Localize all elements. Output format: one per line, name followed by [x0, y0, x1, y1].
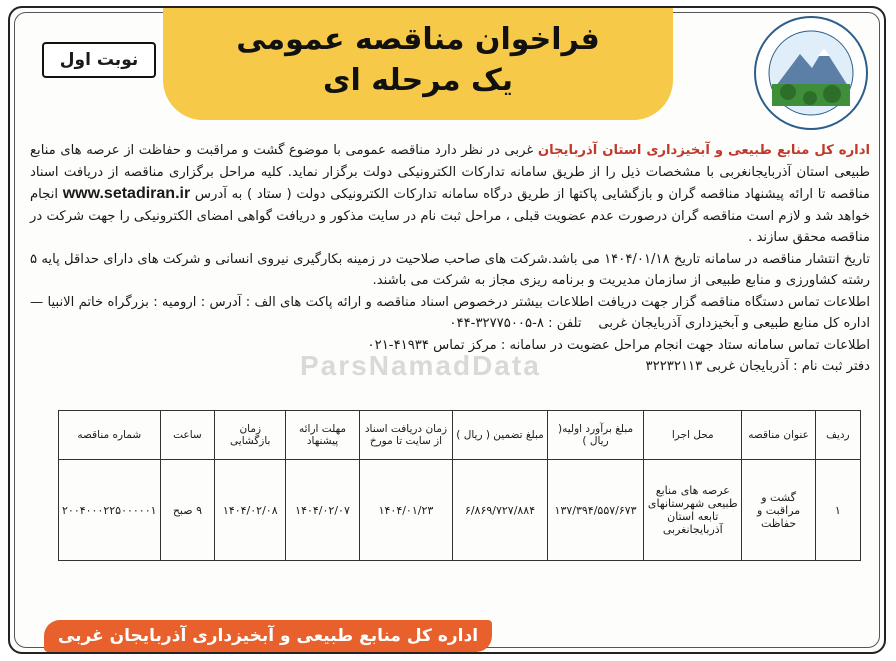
cell-opening-date: ۱۴۰۴/۰۲/۰۸ [215, 460, 286, 561]
watermark-text: ParsNamadData [300, 350, 541, 381]
cell-location: عرصه های منابع طبیعی شهرستانهای تابعه استان آذربایجانغربی [644, 460, 742, 561]
announcement-round-badge: نوبت اول [42, 42, 156, 78]
col-header-time: ساعت [160, 411, 215, 460]
table-header-row [59, 411, 861, 460]
col-header-submission-deadline: مهلت ارائه پیشنهاد [286, 411, 360, 460]
table-row [59, 460, 861, 561]
cell-guarantee-amount: ۶/۸۶۹/۷۲۷/۸۸۴ [453, 460, 548, 561]
paragraph-publish-date: تاریخ انتشار مناقصه در سامانه تاریخ ۱۴۰۴/۰۱/۱۸ می باشد.شرکت های صاحب صلاحیت در زمینه بکارگیری نیروی انسانی و شرکت های دارای حداقل پایه ۵ رشته کشاورزی و منابع طبیعی از سازمان مدیریت و برنامه ریزی مجاز به شرکت می باشند. [30, 251, 870, 288]
intro-text: غربی در نظر دارد مناقصه عمومی با موضوع گشت و مراقبت و حفاظت از عرصه های منابع طبیعی استان آذربایجانغربی با مشخصات ذیل را از طریق سامانه تدارکات الکترونیکی دولت برگزار نماید. کلیه مراحل برگزاری مناقصه از دریافت اسناد مناقصه تا ارائه پیشنهاد مناقصه گران و بازگشایی پاکتها از طریق درگاه سامانه تدارکات الکترونیکی دولت ( ستاد ) به آدرس [30, 143, 870, 202]
announcement-body [30, 140, 870, 378]
col-header-document-deadline: زمان دریافت اسناد از سایت تا مورخ [359, 411, 452, 460]
cell-row-number: ۱ [815, 460, 860, 561]
cell-submission-deadline: ۱۴۰۴/۰۲/۰۷ [286, 460, 360, 561]
paragraph-contact [30, 292, 870, 335]
cell-tender-number: ۲۰۰۴۰۰۰۲۲۵۰۰۰۰۰۱ [59, 460, 161, 561]
contact-address: اطلاعات تماس دستگاه مناقصه گزار جهت دریافت اطلاعات بیشتر درخصوص اسناد مناقصه و ارائه پاکت های الف : آدرس : ارومیه : بزرگراه خاتم الانبیا — اداره کل منابع طبیعی و آبخیزداری آذربایجان غربی [30, 294, 870, 331]
col-header-tender-title: عنوان مناقصه [742, 411, 815, 460]
tender-table [58, 410, 861, 561]
col-header-tender-number: شماره مناقصه [59, 411, 161, 460]
title-line-1: فراخوان مناقصه عمومی [236, 22, 600, 57]
organization-logo [752, 14, 870, 132]
cell-estimated-amount: ۱۳۷/۳۹۴/۵۵۷/۶۷۳ [547, 460, 643, 561]
footer-organization-banner: اداره کل منابع طبیعی و آبخیزداری آذربایجان غربی [44, 620, 492, 652]
cell-time: ۹ صبح [160, 460, 215, 561]
organization-name: اداره کل منابع طبیعی و آبخیزداری استان آذربایجان [537, 143, 870, 158]
intro-text-continued: انجام خواهد شد و لازم است مناقصه گران درصورت عدم عضویت قبلی ، مراحل ثبت نام در سایت مذکور و دریافت گواهی امضای الکترونیکی را جهت شرکت در مناقصه محقق سازند . [30, 187, 870, 245]
title-line-2: یک مرحله ای [323, 63, 513, 98]
col-header-estimated-amount: مبلغ برآورد اولیه( ریال ) [547, 411, 643, 460]
paragraph-setad-contact: اطلاعات تماس سامانه ستاد جهت انجام مراحل عضویت در سامانه : مرکز تماس ۴۱۹۳۴-۰۲۱ [367, 337, 870, 353]
title-banner [163, 8, 673, 120]
col-header-guarantee-amount: مبلغ تضمین ( ریال ) [453, 411, 548, 460]
col-header-opening-date: زمان بازگشایی [215, 411, 286, 460]
paragraph-intro [30, 140, 870, 249]
cell-document-deadline: ۱۴۰۴/۰۱/۲۳ [359, 460, 452, 561]
col-header-row-number: ردیف [815, 411, 860, 460]
paragraph-registration-office: دفتر ثبت نام : آذربایجان غربی ۳۲۲۳۲۱۱۳ [645, 359, 870, 374]
setad-url-link[interactable]: www.setadiran.ir [62, 185, 191, 202]
col-header-location: محل اجرا [644, 411, 742, 460]
contact-phone: تلفن : ۸-۳۲۷۷۵۰۰۵-۰۴۴ [449, 316, 582, 331]
cell-tender-title: گشت و مراقبت و حفاظت [742, 460, 815, 561]
